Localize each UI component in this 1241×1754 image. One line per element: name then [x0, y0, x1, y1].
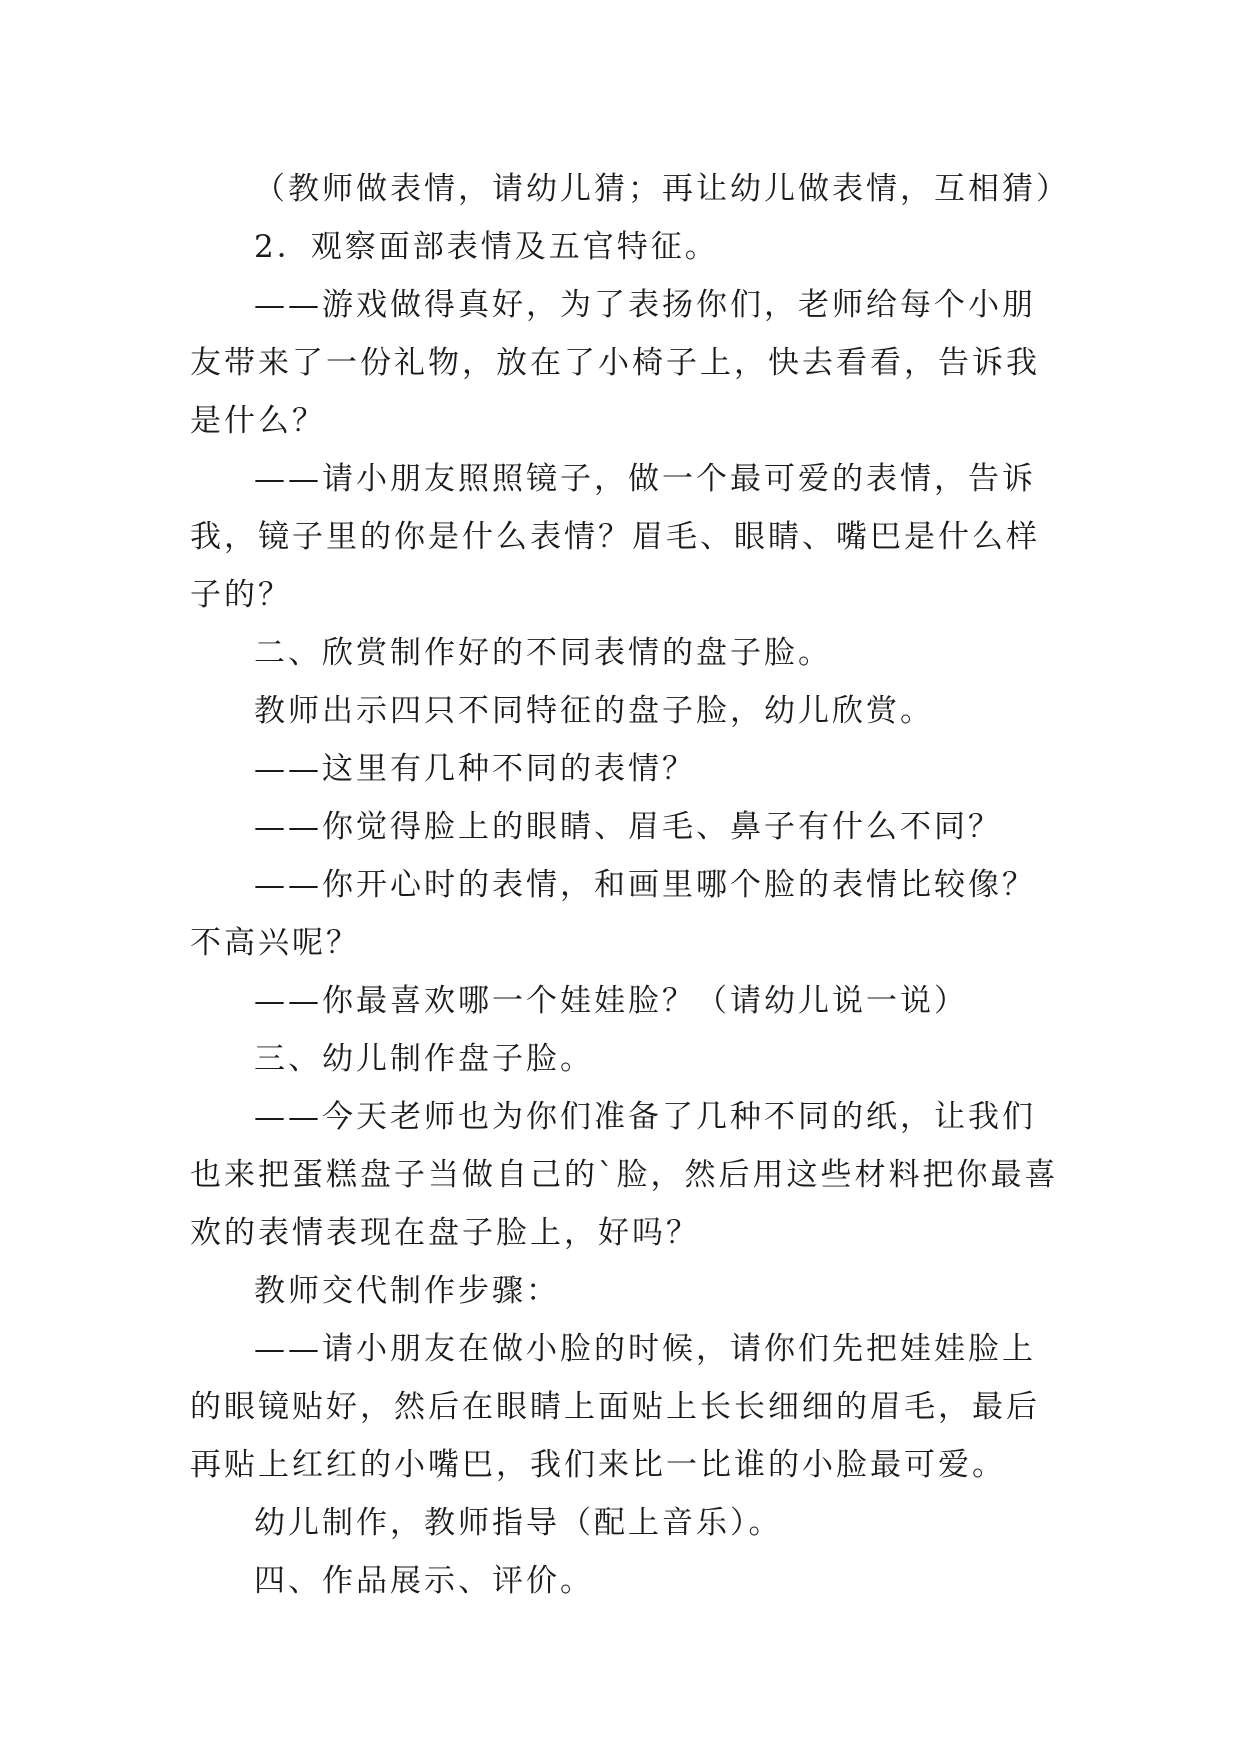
paragraph-question-happy: ——你开心时的表情，和画里哪个脸的表情比较像？不高兴呢？	[190, 867, 1036, 961]
paragraph-materials-intro: ——今天老师也为你们准备了几种不同的纸，让我们也来把蛋糕盘子当做自己的`脸，然后用这些材料把你最喜欢的表情表现在盘子脸上，好吗？	[190, 1099, 1059, 1251]
paragraph-gift-question: ——游戏做得真好，为了表扬你们，老师给每个小朋友带来了一份礼物，放在了小椅子上，快去看看，告诉我是什么？	[190, 287, 1040, 439]
paragraph-section-2-heading: 2．观察面部表情及五官特征。	[254, 229, 719, 265]
paragraph-part-four-heading: 四、作品展示、评价。	[254, 1563, 594, 1599]
paragraph-part-two-heading: 二、欣赏制作好的不同表情的盘子脸。	[254, 635, 832, 671]
paragraph-question-favorite: ——你最喜欢哪一个娃娃脸？（请幼儿说一说）	[254, 983, 968, 1019]
document-body	[190, 160, 1070, 1610]
paragraph-steps-detail: ——请小朋友在做小脸的时候，请你们先把娃娃脸上的眼镜贴好，然后在眼睛上面贴上长长细细的眉毛，最后再贴上红红的小嘴巴，我们来比一比谁的小脸最可爱。	[190, 1331, 1040, 1483]
paragraph-teacher-shows: 教师出示四只不同特征的盘子脸，幼儿欣赏。	[254, 693, 934, 729]
paragraph-steps-heading: 教师交代制作步骤：	[254, 1273, 560, 1309]
paragraph-question-expressions: ——这里有几种不同的表情？	[254, 751, 696, 787]
paragraph-mirror-question: ——请小朋友照照镜子，做一个最可爱的表情，告诉我，镜子里的你是什么表情？眉毛、眼睛、嘴巴是什么样子的？	[190, 461, 1040, 613]
paragraph-question-differences: ——你觉得脸上的眼睛、眉毛、鼻子有什么不同？	[254, 809, 1002, 845]
paragraph-children-make: 幼儿制作，教师指导（配上音乐）。	[254, 1505, 783, 1541]
paragraph-part-three-heading: 三、幼儿制作盘子脸。	[254, 1041, 594, 1077]
paragraph-instruction-note: （教师做表情，请幼儿猜；再让幼儿做表情，互相猜）	[254, 171, 1070, 207]
